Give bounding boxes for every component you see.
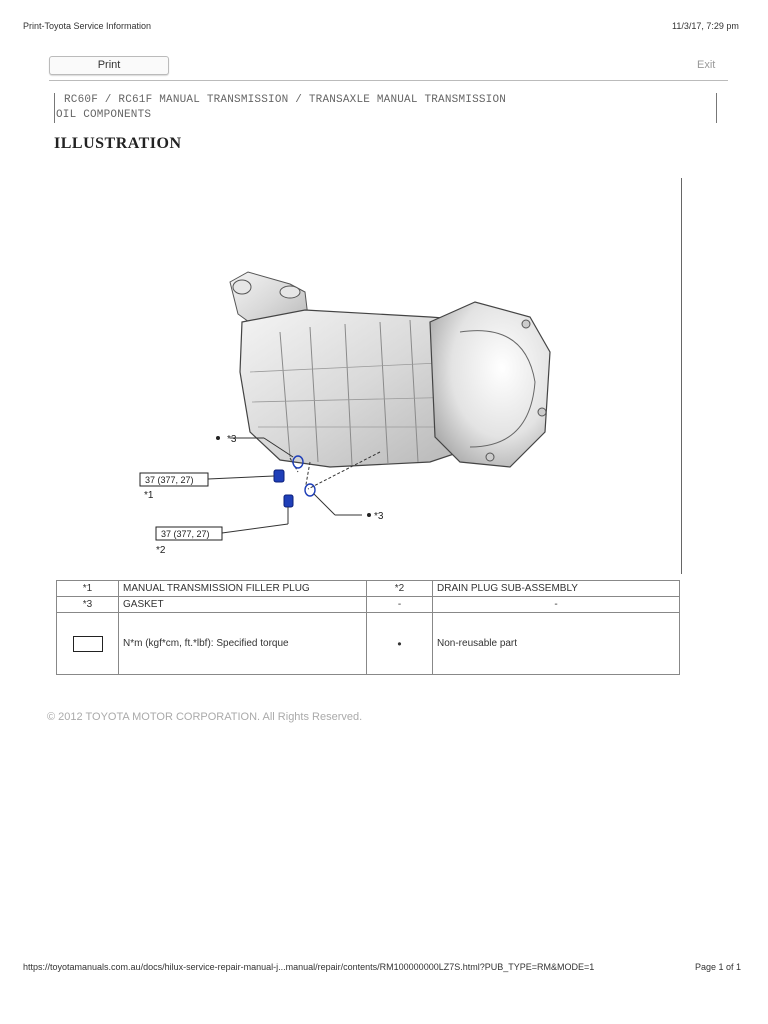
legend-value: Non-reusable part: [433, 613, 680, 675]
legend-value: MANUAL TRANSMISSION FILLER PLUG: [119, 581, 367, 597]
legend-key: *2: [367, 581, 433, 597]
print-datetime: 11/3/17, 7:29 pm: [672, 21, 739, 31]
legend-value: DRAIN PLUG SUB-ASSEMBLY: [433, 581, 680, 597]
legend-key: *3: [57, 597, 119, 613]
torque-value-1: 37 (377, 27): [145, 475, 194, 485]
page-title: Print-Toyota Service Information: [23, 21, 152, 31]
copyright: © 2012 TOYOTA MOTOR CORPORATION. All Rights Reserved.: [47, 711, 363, 723]
drain-plug-icon: [284, 495, 293, 507]
transmission-illustration: [130, 262, 570, 562]
footer-page-number: Page 1 of 1: [695, 962, 742, 972]
breadcrumb-left-bar: [54, 93, 55, 123]
gasket-icon: [305, 484, 315, 496]
legend-value: N*m (kgf*cm, ft.*lbf): Specified torque: [119, 613, 367, 675]
transmission-body: [230, 272, 550, 467]
legend-key: *1: [57, 581, 119, 597]
section-title: ILLUSTRATION: [54, 135, 182, 152]
table-row: [57, 597, 680, 613]
gasket-ref-bottom: *3: [374, 511, 384, 522]
legend-table: [56, 580, 680, 675]
torque-symbol-cell: [57, 613, 119, 675]
torque-box-icon: [73, 636, 103, 652]
legend-value: GASKET: [119, 597, 367, 613]
ref-2: *2: [156, 545, 166, 556]
breadcrumb: [56, 93, 716, 123]
table-row: [57, 613, 680, 675]
filler-plug-icon: [274, 470, 284, 482]
print-button[interactable]: Print: [49, 56, 169, 75]
bullet-icon: •: [367, 613, 433, 675]
table-row: [57, 581, 680, 597]
gasket-ref-top: *3: [227, 434, 237, 445]
bullet-icon: [367, 513, 371, 517]
exit-link[interactable]: Exit: [697, 59, 716, 71]
legend-key: -: [367, 597, 433, 613]
breadcrumb-line-2: OIL COMPONENTS: [56, 109, 152, 121]
breadcrumb-right-bar: [716, 93, 717, 123]
illustration-frame-line: [681, 178, 682, 574]
breadcrumb-line-1: RC60F / RC61F MANUAL TRANSMISSION / TRANSAXLE MANUAL TRANSMISSION: [64, 94, 507, 106]
legend-value: -: [433, 597, 680, 613]
bullet-icon: [216, 436, 220, 440]
footer-url: https://toyotamanuals.com.au/docs/hilux-service-repair-manual-j...manual/repair/contents/RM100000000LZ7S.html?PUB_TYPE=RM&MODE=1: [23, 962, 595, 972]
toolbar-divider: [49, 80, 728, 81]
ref-1: *1: [144, 490, 154, 501]
torque-value-2: 37 (377, 27): [161, 529, 210, 539]
